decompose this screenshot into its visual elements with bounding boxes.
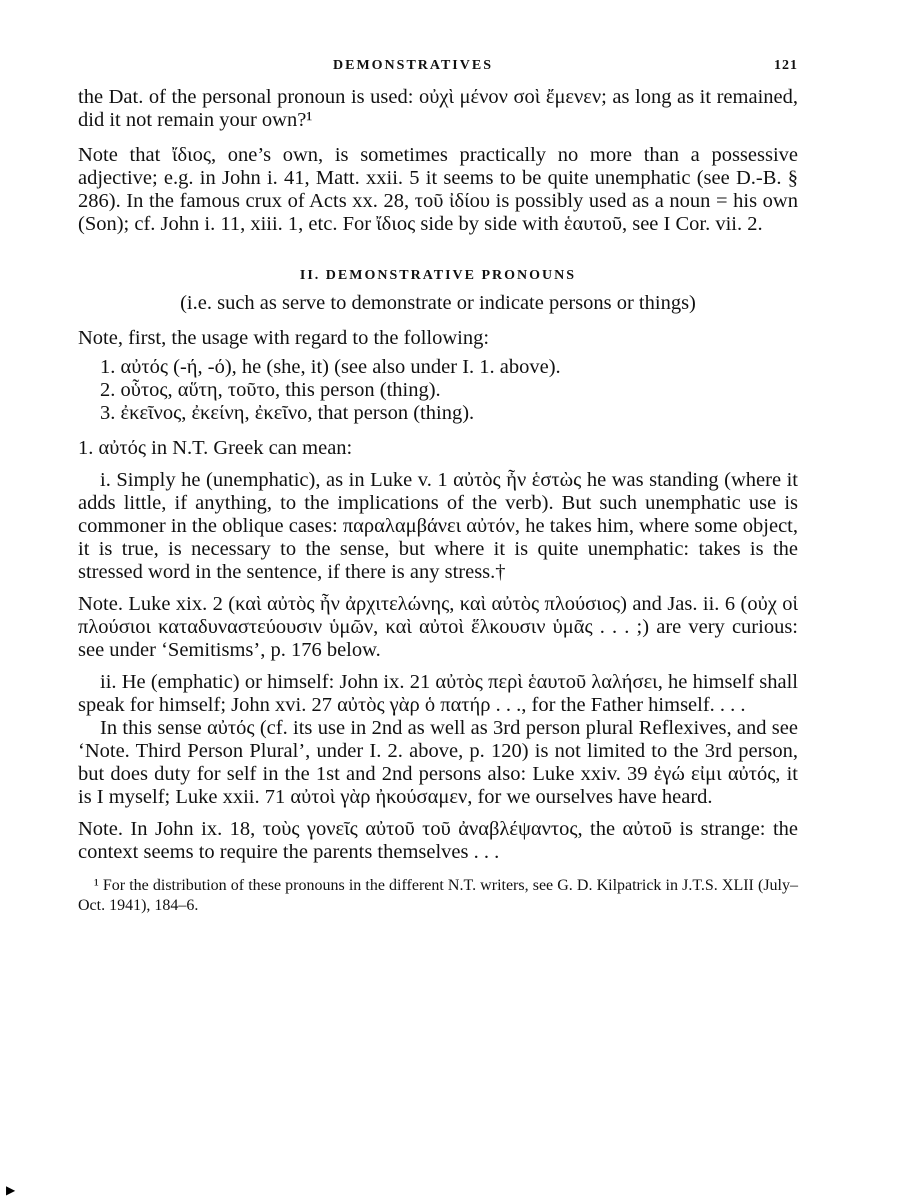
corner-arrow-icon: ▶ bbox=[6, 1183, 16, 1197]
note-luke-xix: Note. Luke xix. 2 (καὶ αὐτὸς ἦν ἀρχιτελώνης, καὶ αὐτὸς πλούσιος) and Jas. ii. 6 (οὐχ οἱ πλούσιοι καταδυναστεύουσιν ὑμῶν, καὶ αὐτοὶ ἕλκουσιν ὑμᾶς . . . ;) are very curious: see under ‘Semitisms’, p. 176 below. bbox=[78, 593, 798, 661]
running-head-title: DEMONSTRATIVES bbox=[333, 58, 493, 73]
running-head bbox=[78, 58, 798, 80]
section-heading: II. DEMONSTRATIVE PRONOUNS bbox=[299, 268, 577, 283]
paragraph-emphatic-continued: In this sense αὐτός (cf. its use in 2nd as well as 3rd person plural Reflexives, and see ‘Note. Third Person Plural’, under I. 2. above, p. 120) is not limited to the 3rd person, but does duty for self in the 1st and 2nd persons also: Luke xxiv. 39 ἐγώ εἰμι αὐτός, it is I myself; Luke xxii. 71 αὐτοὶ γὰρ ἠκούσαμεν, for we ourselves have heard. bbox=[78, 717, 798, 808]
note-john-ix: Note. In John ix. 18, τοὺς γονεῖς αὐτοῦ τοῦ ἀναβλέψαντος, the αὐτοῦ is strange: the context seems to require the parents themselves . . . bbox=[78, 818, 798, 863]
paragraph-continuation: the Dat. of the personal pronoun is used: οὐχὶ μένον σοὶ ἔμενεν; as long as it remained, did it not remain your own?¹ bbox=[78, 86, 798, 131]
list-item: 2. οὗτος, αὕτη, τοῦτο, this person (thing). bbox=[100, 379, 441, 401]
paragraph-idios-note: Note that ἴδιος, one’s own, is sometimes practically no more than a possessive adjective; e.g. in John i. 41, Matt. xxii. 5 it seems to be quite unemphatic (see D.-B. § 286). In the famous crux of Acts xx. 28, τοῦ ἰδίου is possibly used as a noun = his own (Son); cf. John i. 11, xiii. 1, etc. For ἴδιος side by side with ἑαυτοῦ, see I Cor. vii. 2. bbox=[78, 144, 798, 235]
page-number: 121 bbox=[774, 58, 798, 73]
paragraph-emphatic: ii. He (emphatic) or himself: John ix. 21 αὐτὸς περὶ ἑαυτοῦ λαλήσει, he himself shall speak for himself; John xvi. 27 αὐτὸς γὰρ ὁ πατήρ . . ., for the Father himself. . . . bbox=[78, 671, 798, 716]
subsection-heading: 1. αὐτός in N.T. Greek can mean: bbox=[78, 437, 353, 459]
list-item: 1. αὐτός (-ή, -ό), he (she, it) (see also under I. 1. above). bbox=[100, 356, 561, 378]
intro-line: Note, first, the usage with regard to the following: bbox=[78, 327, 490, 349]
pronoun-list bbox=[100, 356, 798, 425]
section-subheading: (i.e. such as serve to demonstrate or indicate persons or things) bbox=[180, 292, 696, 314]
paragraph-simply-he: i. Simply he (unemphatic), as in Luke v. 1 αὐτὸς ἦν ἑστὼς he was standing (where it adds little, if anything, to the implications of the verb). But such unemphatic use is commoner in the oblique cases: παραλαμβάνει αὐτόν, he takes him, where some object, it is true, is necessary to the sense, but where it is quite unemphatic: takes is the stressed word in the sentence, if there is any stress.† bbox=[78, 469, 798, 583]
footnote: ¹ For the distribution of these pronouns in the different N.T. writers, see G. D. Kilpatrick in J.T.S. XLII (July–Oct. 1941), 184–6. bbox=[78, 877, 798, 914]
page-body bbox=[78, 86, 798, 916]
list-item: 3. ἐκεῖνος, ἐκείνη, ἐκεῖνο, that person (thing). bbox=[100, 402, 475, 424]
